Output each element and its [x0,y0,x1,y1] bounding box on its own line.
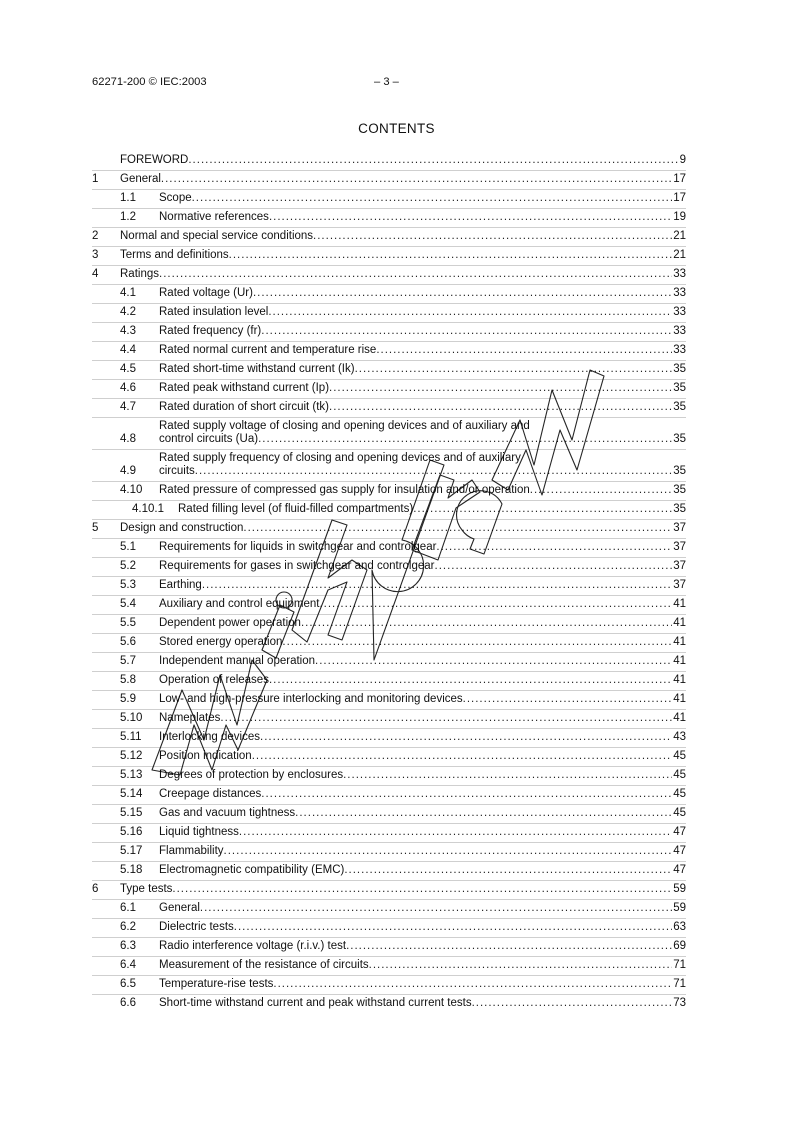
toc-entry-number: 4.10 [120,484,143,496]
toc-entry-number: 5.12 [120,750,143,762]
toc-entry-page: 41 [673,712,686,724]
toc-entry[interactable] [92,614,686,633]
toc-entry-title: Flammability [159,845,224,857]
toc-entry-page: 35 [673,401,686,413]
toc-entry-page: 33 [673,306,686,318]
toc-entry[interactable] [92,265,686,284]
toc-entry-title: Rated supply frequency of closing and opening devices and of auxiliary [159,452,521,464]
toc-entry-number: 1.1 [120,192,136,204]
toc-leader-dots [343,769,672,782]
toc-entry-number: 6.1 [120,902,136,914]
toc-leader-dots [239,826,672,839]
toc-entry-page: 41 [673,598,686,610]
toc-entry-title: Creepage distances [159,788,262,800]
toc-entry-number: 5.1 [120,541,136,553]
toc-leader-dots [269,211,672,224]
toc-leader-dots [260,731,672,744]
toc-entry-title: Rated supply voltage of closing and opening devices and of auxiliary and [159,420,530,432]
toc-entry[interactable] [92,728,686,747]
toc-entry-number: 6.6 [120,997,136,1009]
toc-entry-page: 33 [673,268,686,280]
toc-entry-page: 45 [673,750,686,762]
toc-leader-dots [273,978,672,991]
toc-entry-page: 33 [673,325,686,337]
toc-entry[interactable] [92,303,686,322]
toc-entry-page: 47 [673,845,686,857]
toc-entry-number: 5.6 [120,636,136,648]
toc-entry-title: Terms and definitions [120,249,229,261]
toc-entry[interactable] [92,975,686,994]
toc-entry-number: 5.9 [120,693,136,705]
toc-entry-title: Ratings [120,268,159,280]
toc-entry-page: 37 [673,579,686,591]
toc-entry[interactable] [92,652,686,671]
toc-entry-title: Type tests [120,883,173,895]
toc-leader-dots [282,636,672,649]
toc-entry[interactable] [92,633,686,652]
toc-entry-title: Temperature-rise tests [159,978,274,990]
toc-leader-dots [188,154,678,167]
toc-entry-page: 69 [673,940,686,952]
toc-entry[interactable] [92,227,686,246]
toc-leader-dots [329,382,672,395]
toc-entry[interactable] [92,785,686,804]
toc-entry-title: Dielectric tests [159,921,234,933]
toc-leader-dots [268,306,672,319]
toc-leader-dots [161,173,672,186]
toc-entry-page: 35 [673,503,686,515]
toc-entry-number: 1.2 [120,211,136,223]
toc-entry-page: 47 [673,826,686,838]
toc-entry-number: 5 [92,522,99,534]
toc-entry-title: Rated insulation level [159,306,269,318]
toc-entry-title: Electromagnetic compatibility (EMC) [159,864,345,876]
toc-entry-title: Normative references [159,211,269,223]
toc-entry-title: Rated duration of short circuit (tk) [159,401,330,413]
toc-entry-page: 73 [673,997,686,1009]
toc-entry-title: Requirements for gases in switchgear and controlgear [159,560,435,572]
toc-entry[interactable] [92,379,686,398]
toc-entry[interactable] [92,170,686,189]
toc-entry-page: 45 [673,769,686,781]
toc-entry[interactable] [92,918,686,937]
toc-entry-page: 41 [673,674,686,686]
toc-entry[interactable] [92,842,686,861]
toc-entry[interactable] [92,500,686,519]
toc-entry[interactable] [92,576,686,595]
toc-leader-dots [319,598,672,611]
toc-leader-dots [315,655,672,668]
toc-entry-page: 35 [673,484,686,496]
toc-leader-dots [258,433,672,446]
toc-leader-dots [376,344,672,357]
toc-entry-page: 59 [673,902,686,914]
toc-entry-number: 4.10.1 [132,503,164,515]
toc-entry-number: 5.3 [120,579,136,591]
toc-leader-dots [435,560,673,573]
toc-entry-page: 33 [673,287,686,299]
toc-entry[interactable] [92,246,686,265]
toc-entry-number: 5.15 [120,807,143,819]
toc-entry-title: Dependent power operation [159,617,301,629]
toc-entry-page: 37 [673,560,686,572]
toc-entry-page: 45 [673,807,686,819]
toc-entry-title: Scope [159,192,192,204]
toc-entry-number: 6.3 [120,940,136,952]
toc-entry[interactable] [92,899,686,918]
toc-leader-dots [261,788,672,801]
toc-entry-title: Independent manual operation [159,655,316,667]
toc-leader-dots [252,750,673,763]
toc-entry-page: 41 [673,617,686,629]
toc-entry[interactable] [92,519,686,538]
toc-entry-page: 33 [673,344,686,356]
toc-leader-dots [229,249,673,262]
toc-entry-title: Rated pressure of compressed gas supply for insulation and/or operation [159,484,530,496]
toc-entry-title: Low- and high-pressure interlocking and monitoring devices [159,693,463,705]
toc-entry-title: Nameplates [159,712,221,724]
toc-entry-number: 6.4 [120,959,136,971]
toc-entry-page: 47 [673,864,686,876]
toc-entry-number: 5.14 [120,788,143,800]
toc-entry-title: Short-time withstand current and peak withstand current tests [159,997,472,1009]
toc-entry-number: 1 [92,173,99,185]
toc-entry-page: 71 [673,959,686,971]
toc-leader-dots [463,693,673,706]
toc-leader-dots [369,959,673,972]
toc-leader-dots [192,192,673,205]
document-id: 62271-200 © IEC:2003 [92,76,207,88]
toc-entry[interactable] [92,208,686,227]
table-of-contents [92,151,686,1013]
toc-entry-title: General [120,173,161,185]
toc-entry-title: Degrees of protection by enclosures [159,769,344,781]
toc-leader-dots [344,864,672,877]
toc-entry-number: 5.7 [120,655,136,667]
toc-entry-title: Rated voltage (Ur) [159,287,253,299]
toc-entry-title: Operation of releases [159,674,269,686]
toc-leader-dots [355,363,673,376]
toc-entry[interactable] [92,747,686,766]
toc-entry-page: 19 [673,211,686,223]
toc-entry-page: 17 [673,192,686,204]
toc-entry-title: Rated frequency (fr) [159,325,262,337]
toc-entry-page: 41 [673,636,686,648]
toc-entry-number: 6.2 [120,921,136,933]
toc-entry[interactable] [92,766,686,785]
toc-entry[interactable] [92,481,686,500]
toc-entry-page: 35 [673,363,686,375]
toc-leader-dots [301,617,672,630]
toc-entry[interactable] [92,417,686,449]
toc-entry-number: 5.17 [120,845,143,857]
toc-entry-title: Normal and special service conditions [120,230,314,242]
toc-entry-page: 45 [673,788,686,800]
toc-entry-number: 4.6 [120,382,136,394]
toc-entry[interactable] [92,284,686,303]
toc-entry[interactable] [92,151,686,170]
toc-leader-dots [329,401,672,414]
toc-entry-title: Stored energy operation [159,636,283,648]
toc-entry-number: 4.9 [120,465,136,477]
toc-leader-dots [195,465,672,478]
toc-leader-dots [224,845,673,858]
toc-entry-page: 9 [679,154,686,166]
toc-entry[interactable] [92,671,686,690]
toc-entry[interactable] [92,557,686,576]
toc-entry-page: 41 [673,693,686,705]
toc-entry-number: 6 [92,883,99,895]
toc-entry[interactable] [92,861,686,880]
toc-entry[interactable] [92,994,686,1013]
toc-entry-title: Earthing [159,579,202,591]
toc-leader-dots [243,522,672,535]
toc-entry-title: Position indication [159,750,252,762]
toc-entry-page: 35 [673,382,686,394]
toc-leader-dots [413,503,672,516]
toc-entry-title: Design and construction [120,522,244,534]
toc-entry[interactable] [92,880,686,899]
toc-leader-dots [530,484,672,497]
toc-entry-page: 17 [673,173,686,185]
toc-entry-title: Liquid tightness [159,826,239,838]
toc-entry-title: Interlocking devices [159,731,260,743]
toc-leader-dots [313,230,672,243]
page-number: – 3 – [374,76,399,88]
toc-entry-title-continued: circuits [159,465,195,477]
toc-leader-dots [220,712,672,725]
toc-entry-page: 41 [673,655,686,667]
toc-entry[interactable] [92,690,686,709]
toc-entry-page: 21 [673,230,686,242]
toc-entry[interactable] [92,322,686,341]
toc-leader-dots [436,541,672,554]
toc-entry-number: 5.11 [120,731,142,743]
toc-entry-page: 63 [673,921,686,933]
toc-entry[interactable] [92,360,686,379]
toc-entry-number: 4.5 [120,363,136,375]
toc-entry-number: 4.8 [120,433,136,445]
toc-entry-page: 35 [673,433,686,445]
toc-leader-dots [234,921,672,934]
toc-entry-number: 2 [92,230,99,242]
toc-entry-page: 71 [673,978,686,990]
toc-entry-number: 4.7 [120,401,136,413]
toc-entry-title: FOREWORD [120,154,189,166]
toc-entry[interactable] [92,595,686,614]
toc-entry[interactable] [92,398,686,417]
toc-entry[interactable] [92,449,686,481]
toc-leader-dots [295,807,672,820]
toc-entry-title: Rated filling level (of fluid-filled compartments) [178,503,414,515]
page-title: CONTENTS [358,121,435,136]
toc-entry-page: 21 [673,249,686,261]
toc-leader-dots [346,940,672,953]
toc-entry-page: 37 [673,541,686,553]
toc-entry[interactable] [92,956,686,975]
toc-leader-dots [261,325,672,338]
toc-entry-number: 6.5 [120,978,136,990]
toc-leader-dots [202,579,672,592]
toc-entry[interactable] [92,804,686,823]
toc-entry-number: 4.4 [120,344,136,356]
toc-entry-number: 5.4 [120,598,136,610]
toc-entry-title: Radio interference voltage (r.i.v.) test [159,940,347,952]
toc-entry-number: 4.3 [120,325,136,337]
toc-entry-page: 35 [673,465,686,477]
toc-entry-number: 3 [92,249,99,261]
toc-entry[interactable] [92,341,686,360]
toc-entry-title: General [159,902,200,914]
page-header [92,76,702,92]
toc-entry-title: Rated peak withstand current (Ip) [159,382,330,394]
toc-entry-number: 5.8 [120,674,136,686]
toc-entry[interactable] [92,937,686,956]
toc-leader-dots [159,268,672,281]
toc-leader-dots [472,997,673,1010]
toc-entry-number: 4 [92,268,99,280]
toc-entry-number: 5.18 [120,864,143,876]
toc-entry-number: 5.16 [120,826,143,838]
toc-entry-title: Rated short-time withstand current (Ik) [159,363,355,375]
toc-entry[interactable] [92,709,686,728]
toc-entry-title-continued: control circuits (Ua) [159,433,259,445]
toc-leader-dots [269,674,672,687]
toc-entry-page: 43 [673,731,686,743]
toc-entry-number: 5.5 [120,617,136,629]
toc-entry[interactable] [92,538,686,557]
toc-entry-number: 5.13 [120,769,143,781]
toc-leader-dots [253,287,672,300]
toc-entry[interactable] [92,823,686,842]
toc-leader-dots [200,902,672,915]
toc-entry-number: 4.2 [120,306,136,318]
toc-entry-title: Measurement of the resistance of circuits [159,959,369,971]
toc-entry-page: 59 [673,883,686,895]
toc-entry-page: 37 [673,522,686,534]
toc-entry-title: Gas and vacuum tightness [159,807,296,819]
toc-entry-number: 5.2 [120,560,136,572]
toc-entry[interactable] [92,189,686,208]
toc-leader-dots [172,883,672,896]
toc-entry-number: 5.10 [120,712,143,724]
toc-entry-title: Auxiliary and control equipment [159,598,320,610]
toc-entry-title: Requirements for liquids in switchgear and controlgear [159,541,437,553]
toc-entry-number: 4.1 [120,287,136,299]
toc-entry-title: Rated normal current and temperature rise [159,344,377,356]
